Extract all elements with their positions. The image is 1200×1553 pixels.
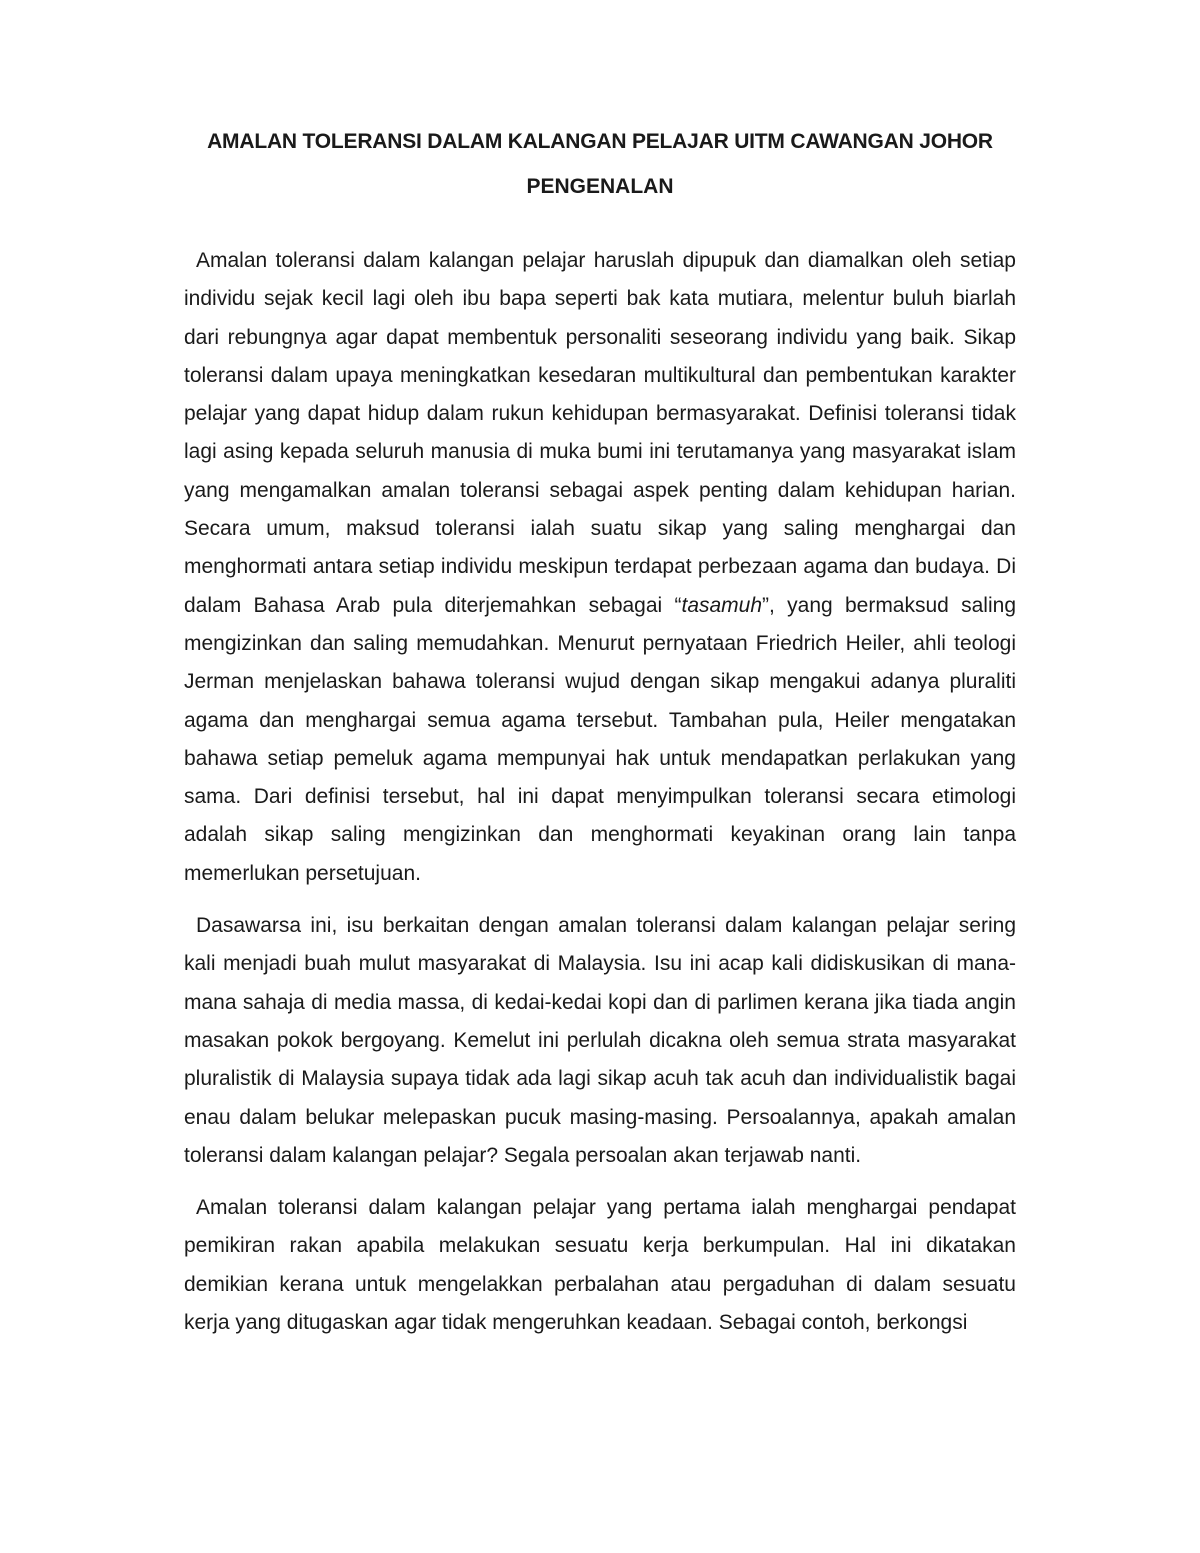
paragraph-1-part-2: ”, yang bermaksud saling mengizinkan dan saling memudahkan. Menurut pernyataan Friedrich Heiler, ahli teologi Jerman menjelaskan bahawa toleransi wujud dengan sikap mengakui adanya pluraliti agama dan menghargai semua agama tersebut. Tambahan pula, Heiler mengatakan bahawa setiap pemeluk agama mempunyai hak untuk mendapatkan perlakukan yang sama. Dari definisi tersebut, hal ini dapat menyimpulkan toleransi secara etimologi adalah sikap saling mengizinkan dan menghormati keyakinan orang lain tanpa memerlukan persetujuan. (184, 593, 1016, 885)
document-content (184, 128, 1016, 1342)
section-heading: PENGENALAN (526, 175, 674, 198)
paragraph-1-part-1: Amalan toleransi dalam kalangan pelajar haruslah dipupuk dan diamalkan oleh setiap individu sejak kecil lagi oleh ibu bapa seperti bak kata mutiara, melentur buluh biarlah dari rebungnya agar dapat membentuk personaliti seseorang individu yang baik. Sikap toleransi dalam upaya meningkatkan kesedaran multikultural dan pembentukan karakter pelajar yang dapat hidup dalam rukun kehidupan bermasyarakat. Definisi toleransi tidak lagi asing kepada seluruh manusia di muka bumi ini terutamanya yang masyarakat islam yang mengamalkan amalan toleransi sebagai aspek penting dalam kehidupan harian. Secara umum, maksud toleransi ialah suatu sikap yang saling menghargai dan menghormati antara setiap individu meskipun terdapat perbezaan agama dan budaya. Di dalam Bahasa Arab pula diterjemahkan sebagai “ (184, 249, 1016, 617)
italic-term: tasamuh (681, 593, 763, 617)
paragraph-introduction (184, 242, 1016, 893)
document-title: AMALAN TOLERANSI DALAM KALANGAN PELAJAR UITM CAWANGAN JOHOR (207, 130, 993, 153)
document-body (184, 242, 1016, 1342)
paragraph-first-point: Amalan toleransi dalam kalangan pelajar yang pertama ialah menghargai pendapat pemikiran rakan apabila melakukan sesuatu kerja berkumpulan. Hal ini dikatakan demikian kerana untuk mengelakkan perbalahan atau pergaduhan di dalam sesuatu kerja yang ditugaskan agar tidak mengeruhkan keadaan. Sebagai contoh, berkongsi (184, 1196, 1016, 1335)
paragraph-context: Dasawarsa ini, isu berkaitan dengan amalan toleransi dalam kalangan pelajar sering kali menjadi buah mulut masyarakat di Malaysia. Isu ini acap kali didiskusikan di mana-mana sahaja di media massa, di kedai-kedai kopi dan di parlimen kerana jika tiada angin masakan pokok bergoyang. Kemelut ini perlulah dicakna oleh semua strata masyarakat pluralistik di Malaysia supaya tidak ada lagi sikap acuh tak acuh dan individualistik bagai enau dalam belukar melepaskan pucuk masing-masing. Persoalannya, apakah amalan toleransi dalam kalangan pelajar? Segala persoalan akan terjawab nanti. (184, 914, 1016, 1167)
